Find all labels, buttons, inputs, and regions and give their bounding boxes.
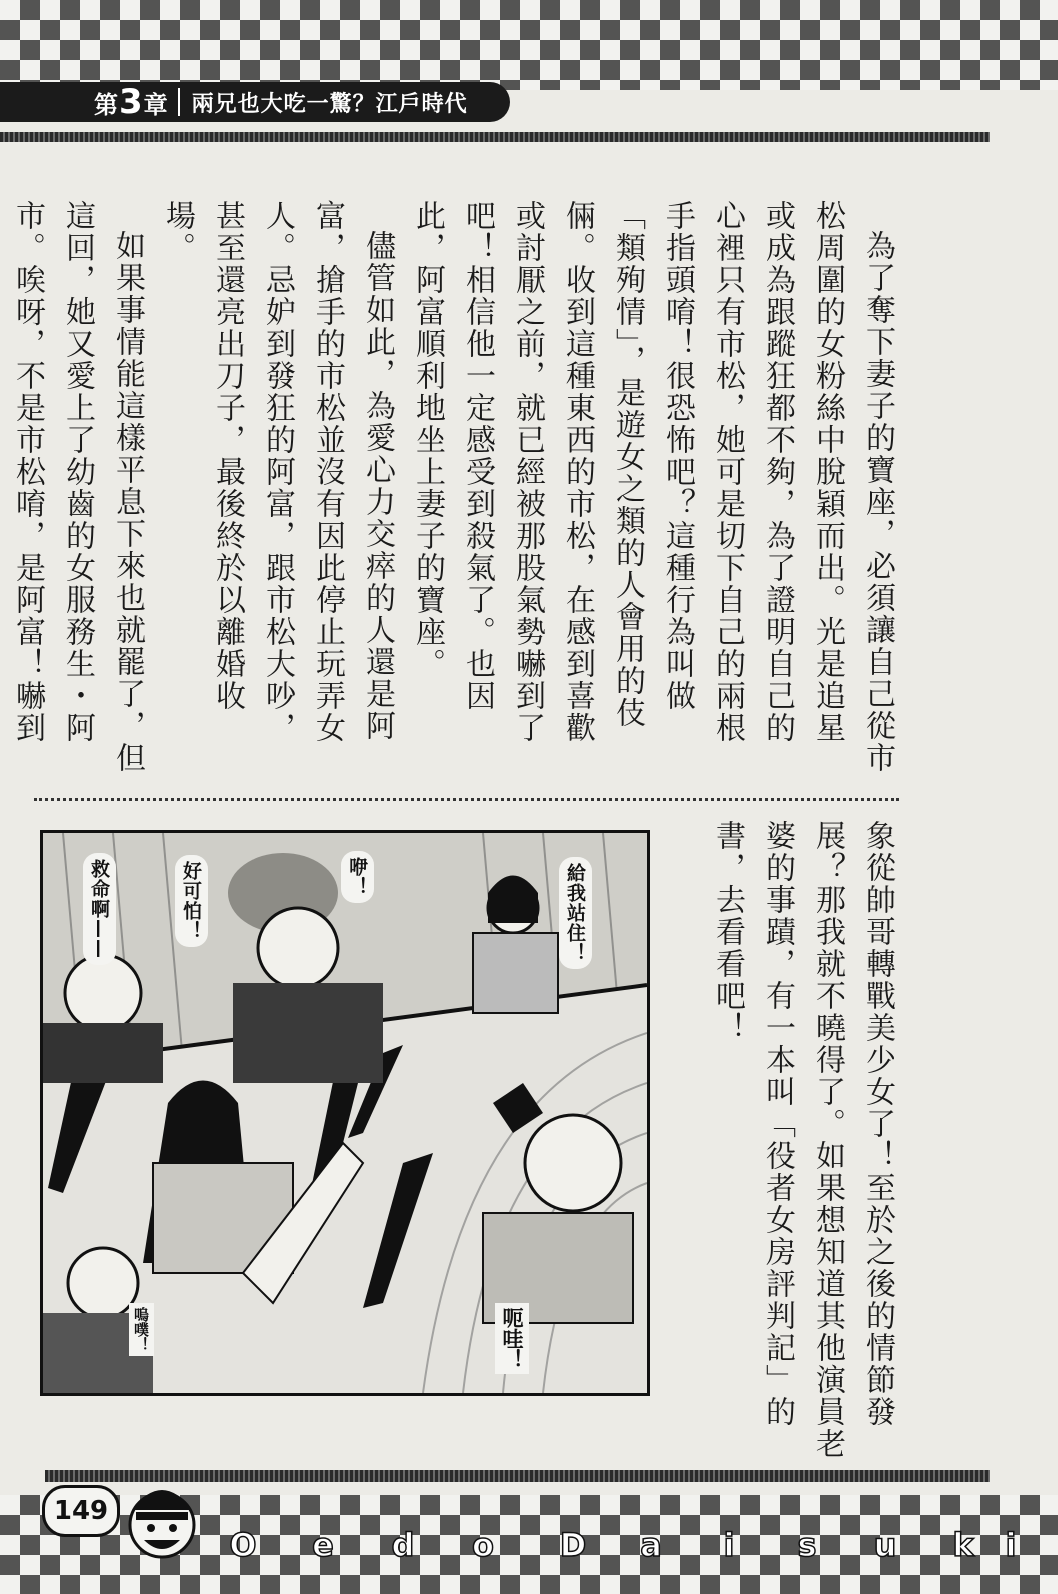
chapter-header	[0, 82, 510, 122]
footer-letter: O	[229, 1526, 257, 1564]
speech-bubble-help: 救命啊——	[83, 853, 116, 965]
mascot-face-icon	[122, 1470, 202, 1570]
footer-letter: a	[640, 1526, 662, 1564]
footer-letter: i	[723, 1526, 735, 1564]
footer-letter: o	[472, 1526, 494, 1564]
top-checker-band	[0, 0, 1058, 90]
paragraph-1: 為了奪下妻子的寶座，必須讓自己從市松周圍的女粉絲中脫穎而出。光是追星或成為跟蹤狂都不夠，為了證明自己的心裡只有市松，她可是切下自己的兩根手指頭唷！很恐怖吧？這種行為叫做「類殉情」，是遊女之類的人會用的伎倆。收到這種東西的市松，在感到喜歡或討厭之前，就已經被那股氣勢嚇到了吧！相信他一定感受到殺氣了。也因此，阿富順利地坐上妻子的寶座。	[410, 200, 895, 774]
chapter-label: 第3章	[94, 82, 168, 122]
sfx-ugh: 呃哇！	[495, 1303, 529, 1374]
speech-bubble-stop: 給我站住！	[559, 857, 592, 969]
chapter-separator	[178, 88, 180, 116]
footer-letter: i	[1005, 1526, 1017, 1564]
sfx-pfft: 嗚噗！	[129, 1303, 154, 1356]
speech-bubble-eek: 咿！	[341, 851, 374, 903]
footer-letter: u	[873, 1526, 897, 1564]
main-body-text	[0, 200, 902, 775]
footer-letter: k	[952, 1526, 974, 1564]
footer-title	[222, 1524, 1032, 1566]
paragraph-4: 象從帥哥轉戰美少女了！至於之後的情節發展？那我就不曉得了。如果想知道其他演員老婆的事蹟，有一本叫「役者女房評判記」的書，去看看吧！	[710, 820, 895, 1460]
header-rule	[0, 132, 990, 142]
paragraph-2: 儘管如此，為愛心力交瘁的人還是阿富，搶手的市松並沒有因此停止玩弄女人。忌妒到發狂的阿富，跟市松大吵，甚至還亮出刀子，最後終於以離婚收場。	[160, 200, 395, 744]
footer-letter: s	[797, 1526, 817, 1564]
footer-letter: D	[559, 1526, 587, 1564]
continued-text	[702, 820, 902, 1480]
manga-illustration	[40, 830, 650, 1396]
speech-bubble-scary: 好可怕！	[175, 855, 208, 947]
footer-letter: d	[391, 1526, 415, 1564]
page-number: 149	[42, 1485, 120, 1537]
footer-letter: e	[312, 1526, 334, 1564]
chapter-title: 兩兄也大吃一驚？江戶時代	[191, 91, 468, 117]
paragraph-3: 如果事情能這樣平息下來也就罷了，但這回，她又愛上了幼齒的女服務生・阿市。唉呀，不是市松唷，是阿富！嚇到	[10, 200, 145, 774]
section-divider	[34, 798, 899, 801]
